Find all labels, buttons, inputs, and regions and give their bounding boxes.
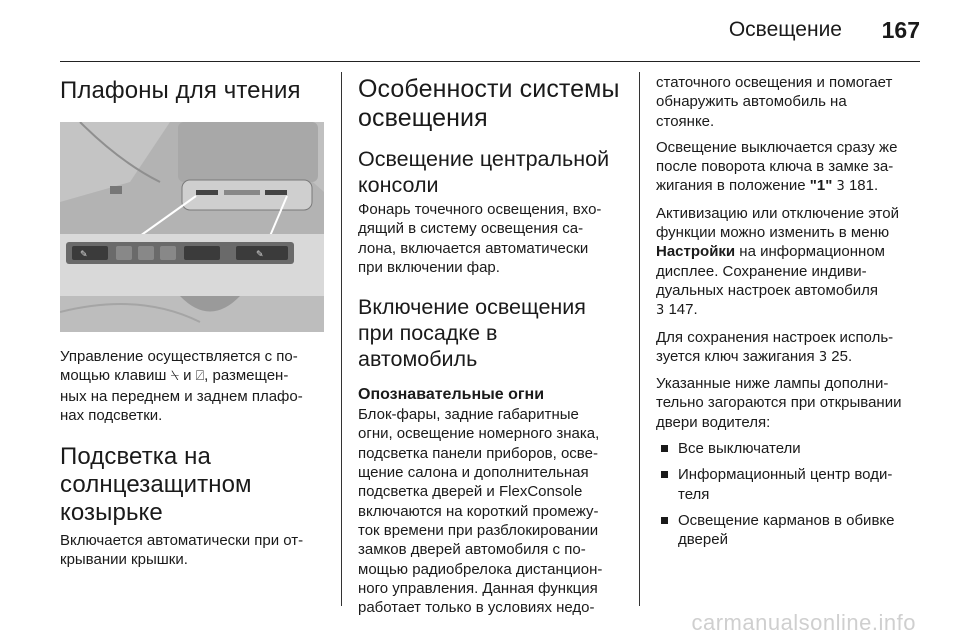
text-line: крывании крышки. [60,551,188,569]
settings-menu-label: Настройки [656,243,736,261]
section-title-visor-light [60,443,330,527]
text-line: работает только в условиях недо- [358,599,595,617]
column-middle [358,66,623,617]
text-line: Управление осуществляется с по- [60,348,298,365]
text-line: Активизацию или отключение этой [656,204,899,222]
text-line: нах подсветки. [60,406,163,424]
text-line [656,347,926,367]
text-span: на информационном [735,243,885,261]
paragraph [656,374,926,432]
text-span: зуется ключ зажигания [656,347,819,365]
text-span: мощью клавиш [60,367,171,385]
reading-lamp-rear-icon: ⍁ [195,368,205,385]
text-line: стоянке. [656,112,715,130]
page-reference-link[interactable]: 25. [831,347,853,365]
text-line: функции можно изменить в меню [656,224,890,242]
reading-lamp-illustration [60,122,324,332]
page-reference-link[interactable]: 181. [848,177,879,195]
text-line: ных на переднем и заднем плафо- [60,387,303,405]
svg-text:✎: ✎ [80,250,88,260]
title-line: освещения [358,104,488,132]
paragraph [656,73,926,131]
text-line: мощью радиобрелока дистанцион- [358,560,603,578]
page-reference-arrow-icon: 3 [836,179,845,195]
text-span: теля [678,485,710,503]
reading-lamp-description [60,347,330,425]
title-line: Освещение центральной [358,147,610,171]
list-item [656,511,926,550]
text-line: Фонарь точечного освещения, вхо- [358,201,602,218]
text-span: Все выключатели [678,440,801,458]
subsection-title-console-lighting [358,146,623,198]
svg-text:✎: ✎ [256,250,264,260]
identification-lights-description [358,405,623,617]
page-reference-link[interactable]: 147. [668,301,698,319]
subsection-title-entry-lighting [358,294,623,372]
paragraph [656,138,926,197]
text-line: Указанные ниже лампы дополни- [656,375,889,393]
section-title-reading-lamps: Плафоны для чтения [60,77,301,104]
page-reference-arrow-icon: 3 [818,349,828,365]
text-line [656,176,926,196]
text-line: после поворота ключа в замке за- [656,158,894,176]
text-span: Информационный центр води- [678,466,893,484]
text-line: включаются на короткий промежу- [358,502,599,520]
ignition-position-label: "1" [809,177,833,195]
watermark: carmanualsonline.info [691,610,916,635]
text-span: дверей [678,531,728,549]
text-line: ного управления. Данная функция [358,579,598,597]
text-line: при включении фар. [358,258,500,276]
text-line: тельно загораются при открывании [656,394,902,412]
title-line: солнцезащитном [60,471,252,499]
header-rule [60,61,920,62]
text-line: дуальных настроек автомобиля [656,281,879,299]
title-line: Подсветка на [60,443,211,471]
paragraph [656,328,926,368]
column-divider-1 [341,72,342,606]
text-line: подсветка панели приборов, осве- [358,444,598,462]
text-line [656,300,926,320]
bullet-square-icon [661,445,668,452]
text-span: Освещение карманов в обивке [678,511,895,529]
text-line: обнаружить автомобиль на [656,93,847,111]
text-line [656,242,926,261]
section-title-lighting-features [358,75,623,133]
bullet-list [656,439,926,549]
column-right [656,66,926,550]
heading-identification-lights: Опознавательные огни [358,386,545,404]
list-item [656,465,926,504]
title-line: автомобиль [358,347,478,372]
column-divider-2 [639,72,640,606]
text-line [60,366,330,386]
reading-lamp-front-icon: ⍀ [170,368,180,385]
reading-lamp-drawing [60,122,324,332]
page-reference-arrow-icon: 3 [656,303,665,319]
title-line: Включение освещения [358,295,586,320]
text-line: дисплее. Сохранение индиви- [656,262,867,280]
text-span: и [179,367,196,385]
text-line: ток времени при разблокировании [358,521,599,539]
list-item [656,439,926,458]
title-line: консоли [358,173,439,197]
text-line: двери водителя: [656,413,771,431]
text-span: , размещен- [204,367,289,385]
title-line: козырьке [60,499,163,527]
text-line: огни, освещение номерного знака, [358,425,600,443]
title-line: Особенности системы [358,75,620,103]
text-line: Освещение выключается сразу же [656,138,898,156]
visor-light-description [60,531,330,570]
bullet-square-icon [661,471,668,478]
text-span: жигания в положение [656,177,810,195]
text-line: замков дверей автомобиля с по- [358,541,586,559]
console-lighting-description [358,200,623,277]
page-number: 167 [881,17,920,43]
text-line: щение салона и дополнительная [358,464,589,482]
text-line: подсветка дверей и FlexConsole [358,483,583,501]
bullet-square-icon [661,517,668,524]
title-line: при посадке в [358,321,498,346]
text-line: дящий в систему освещения са- [358,220,584,238]
text-line: лона, включается автоматически [358,239,589,257]
text-line: статочного освещения и помогает [656,74,893,91]
header-title: Освещение [728,18,842,41]
text-line: Блок-фары, задние габаритные [358,406,579,424]
text-line: Для сохранения настроек исполь- [656,328,894,346]
paragraph [656,204,926,321]
text-line: Включается автоматически при от- [60,532,304,550]
column-left [60,66,330,570]
